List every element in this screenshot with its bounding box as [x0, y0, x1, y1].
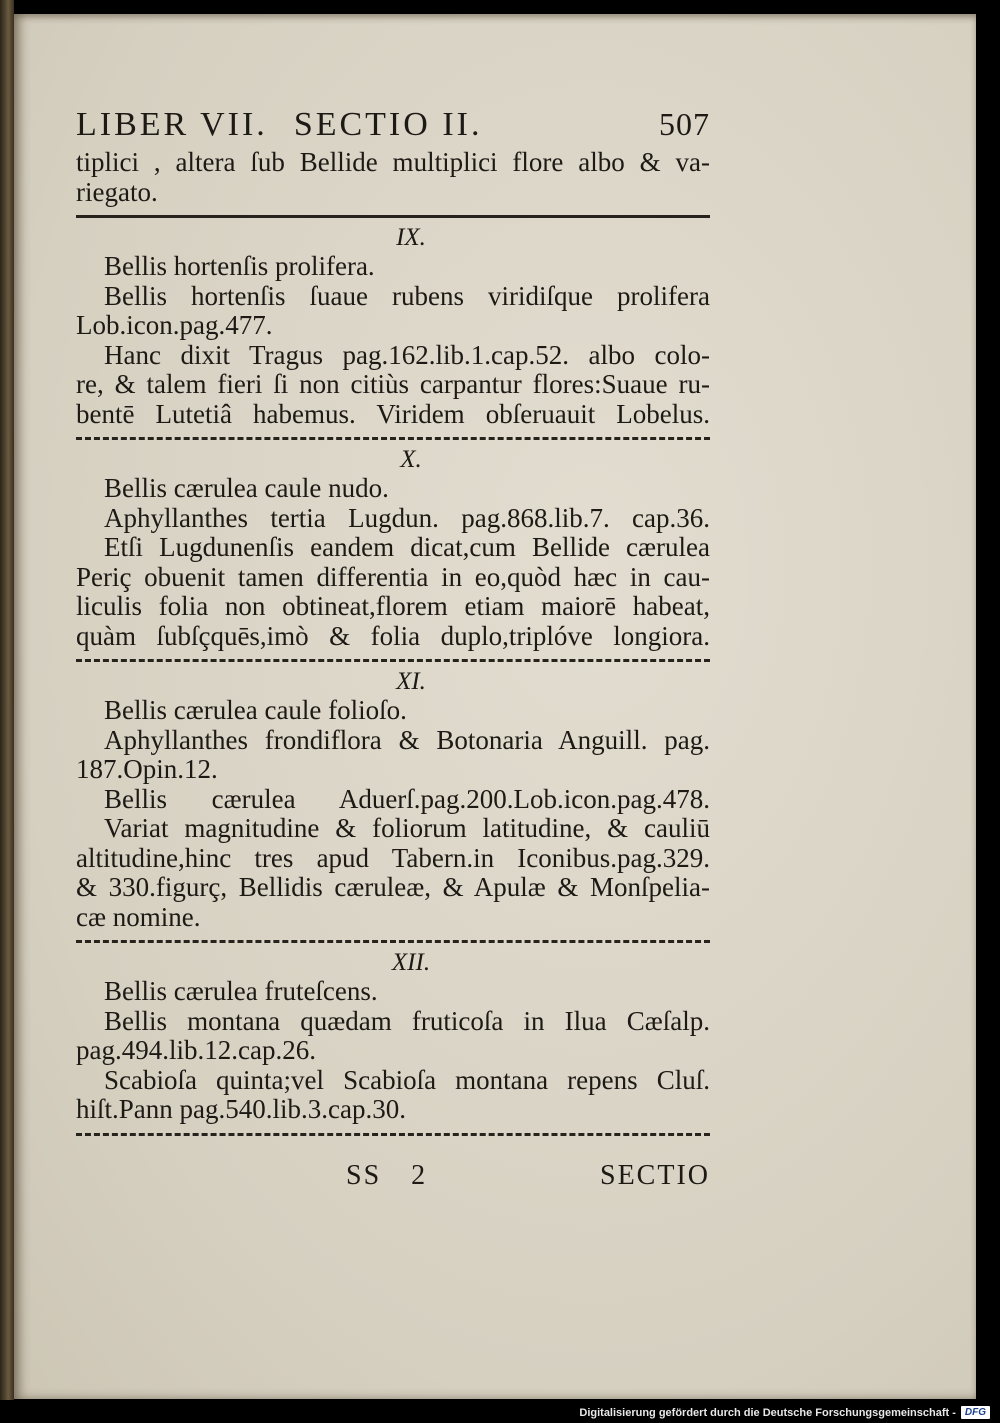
- text-line: tiplici , altera ſub Bellide multiplici flore albo & va-: [76, 147, 710, 177]
- section-rule: [76, 437, 710, 440]
- text-line: Bellis montana quædam fruticoſa in Ilua Cæſalp.: [104, 1005, 710, 1036]
- running-head-title: [76, 106, 482, 144]
- intro-paragraph: [76, 148, 710, 207]
- section-ix: [76, 224, 710, 429]
- text-line: cæ nomine.: [76, 901, 201, 932]
- section-rule: [76, 659, 710, 662]
- section-xii: [76, 949, 710, 1125]
- text-line: Bellis cærulea fruteſcens.: [104, 976, 378, 1006]
- text-line: Aphyllanthes tertia Lugdun. pag.868.lib.7. cap.36.: [104, 502, 710, 533]
- book-page: [14, 14, 976, 1399]
- text-block: [76, 106, 710, 1192]
- text-line: Periç obuenit tamen differentia in eo,quòd hæc in cau-: [76, 561, 710, 592]
- section-rule: [76, 940, 710, 943]
- text-line: Bellis hortenſis ſuaue rubens viridiſque prolifera: [104, 280, 710, 311]
- catchline: [76, 1160, 710, 1192]
- section-numeral: IX.: [396, 224, 426, 251]
- digitization-footer: [579, 1406, 990, 1419]
- running-head: [76, 106, 710, 148]
- section-numeral: X.: [400, 446, 422, 473]
- page-number: 507: [659, 106, 710, 142]
- running-head-sectio: SECTIO II.: [293, 106, 483, 143]
- text-line: Hanc dixit Tragus pag.162.lib.1.cap.52. albo colo-: [104, 339, 710, 370]
- section-xi: [76, 668, 710, 932]
- footer-credit-text: Digitalisierung gefördert durch die Deutsche Forschungsgemeinschaft -: [579, 1406, 956, 1419]
- dfg-logo-icon: DFG: [961, 1406, 990, 1419]
- text-line: re, & talem fieri ſi non citiùs carpantur flores:Suaue ru-: [76, 369, 710, 399]
- text-line: Bellis hortenſis prolifera.: [104, 251, 375, 281]
- text-line: & 330.figurç, Bellidis cæruleæ, & Apulæ & Monſpelia-: [76, 872, 710, 902]
- text-line: hiſt.Pann pag.540.lib.3.cap.30.: [76, 1094, 406, 1124]
- text-line: altitudine,hinc tres apud Tabern.in Iconibus.pag.329.: [76, 842, 710, 873]
- section-rule: [76, 1133, 710, 1136]
- section-x: [76, 446, 710, 651]
- catchword: SECTIO: [600, 1159, 710, 1191]
- signature-mark: [346, 1160, 427, 1192]
- text-line: Bellis cærulea Aduerſ.pag.200.Lob.icon.pag.478.: [104, 783, 710, 814]
- text-line: Scabioſa quinta;vel Scabioſa montana repens Cluſ.: [104, 1064, 710, 1095]
- text-line: quàm ſubſçquēs,imò & folia duplo,triplóve longiora.: [76, 620, 710, 651]
- running-head-liber: LIBER VII.: [76, 106, 268, 143]
- section-numeral: XI.: [396, 668, 426, 695]
- text-line: 187.Opin.12.: [76, 754, 218, 784]
- text-line: bentē Lutetiâ habemus. Viridem obſeruauit Lobelus.: [76, 398, 710, 429]
- text-line: Aphyllanthes frondiflora & Botonaria Anguill. pag.: [104, 724, 710, 755]
- section-numeral: XII.: [391, 949, 431, 976]
- text-line: Bellis cærulea caule nudo.: [104, 473, 389, 503]
- text-line: Variat magnitudine & foliorum latitudine, & cauliū: [104, 813, 710, 843]
- text-line: pag.494.lib.12.cap.26.: [76, 1035, 316, 1065]
- text-line: riegato.: [76, 176, 158, 207]
- scan-edge-strip: [0, 0, 14, 1400]
- text-line: liculis folia non obtineat,florem etiam maiorē habeat,: [76, 591, 710, 621]
- signature-letters: SS: [346, 1159, 382, 1191]
- text-line: Etſi Lugdunenſis eandem dicat,cum Bellide cærulea: [104, 532, 710, 562]
- signature-number: 2: [411, 1159, 428, 1191]
- text-line: Bellis cærulea caule folioſo.: [104, 695, 407, 725]
- section-rule: [76, 215, 710, 218]
- text-line: Lob.icon.pag.477.: [76, 310, 273, 340]
